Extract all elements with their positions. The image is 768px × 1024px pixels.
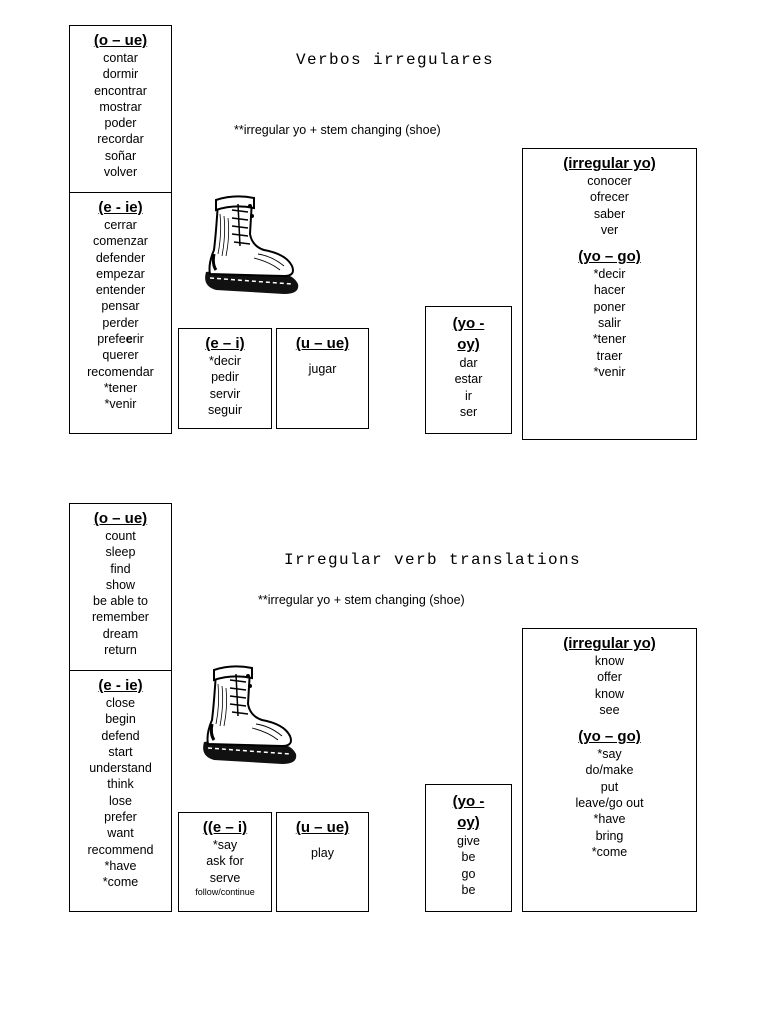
list-item: salir (598, 316, 621, 331)
list-item: pensar (101, 299, 140, 314)
list-item: prefer (104, 810, 137, 825)
list-item: go (461, 866, 476, 881)
list-item: ser (459, 404, 478, 419)
box-o-ue-english (69, 503, 172, 671)
list-item: conocer (587, 174, 632, 188)
list-item: volver (103, 165, 138, 180)
list-item: saber (593, 206, 626, 221)
list-item: think (107, 777, 134, 792)
heading-u-ue: (u – ue) (295, 819, 350, 836)
list-item: give (457, 834, 480, 848)
preferir-ending: rir (132, 332, 144, 347)
list-item: *venir (593, 364, 626, 379)
list-item: *say (597, 747, 622, 762)
heading-irregular-yo: (irregular yo) (563, 635, 656, 652)
preferir-e: e (125, 332, 133, 347)
preferir-stem: prefe (97, 332, 126, 347)
heading-yo-oy-line2: oy) (457, 336, 480, 353)
list-item: ver (600, 222, 619, 237)
list-item: offer (597, 670, 622, 685)
heading-u-ue: (u – ue) (295, 335, 350, 352)
list-item: empezar (96, 266, 145, 281)
list-item: *have (104, 858, 137, 873)
list-item: want (107, 826, 134, 841)
list-item: hacer (593, 283, 626, 298)
list-item: mostrar (99, 99, 142, 114)
list-item: be (461, 882, 476, 897)
list-item: *have (593, 812, 626, 827)
list-item: ir (465, 388, 472, 403)
list-item: poner (593, 299, 626, 314)
list-item: dar (459, 356, 478, 370)
boot-icon (190, 664, 302, 772)
heading-yo-go: (yo – go) (578, 248, 641, 266)
list-item: return (104, 643, 137, 658)
list-item: *tener (103, 380, 138, 395)
list-item: *say (212, 838, 238, 852)
heading-e-ie: (e - ie) (98, 199, 143, 216)
list-item: remember (92, 610, 149, 625)
heading-yo-oy-line1: (yo - (452, 793, 485, 810)
list-item: perder (102, 315, 139, 330)
list-item: *come (102, 875, 139, 890)
list-item: recommend (87, 842, 154, 857)
note-spanish: **irregular yo + stem changing (shoe) (234, 123, 441, 137)
list-item: *tener (592, 332, 627, 347)
heading-e-ie: (e - ie) (98, 677, 143, 694)
box-e-ie-spanish (69, 192, 172, 434)
list-item: *come (591, 844, 628, 859)
list-item: know (594, 686, 625, 701)
list-item: querer (102, 348, 139, 363)
heading-irregular-yo: (irregular yo) (563, 155, 656, 172)
list-item: put (600, 779, 619, 794)
list-item: pedir (211, 370, 239, 385)
box-u-ue-spanish (276, 328, 369, 429)
box-yo-oy-english (425, 784, 512, 912)
list-item: be (461, 850, 476, 865)
heading-yo-oy-line1: (yo - (452, 315, 485, 332)
list-item: sleep (105, 545, 136, 560)
list-item: cerrar (104, 218, 137, 232)
list-item: entender (95, 283, 146, 298)
box-o-ue-spanish (69, 25, 172, 193)
box-e-i-english (178, 812, 272, 912)
list-item: serve (209, 870, 241, 885)
box-u-ue-english (276, 812, 369, 912)
page-title-english: Irregular verb translations (284, 551, 582, 569)
list-item: begin (105, 712, 136, 727)
box-irregular-yo-spanish (522, 148, 697, 440)
list-item: ask for (206, 854, 244, 869)
list-item: play (311, 846, 334, 860)
heading-e-i: (e – i) (205, 335, 245, 352)
boot-icon (192, 194, 304, 302)
list-item: count (105, 529, 136, 543)
list-item: defender (95, 250, 146, 265)
list-item: see (599, 702, 620, 717)
heading-e-i: ((e – i) (202, 819, 248, 836)
list-item: bring (595, 828, 624, 843)
list-item: poder (104, 116, 137, 131)
box-yo-oy-spanish (425, 306, 512, 434)
list-item: traer (596, 348, 623, 363)
list-item: soñar (104, 148, 137, 163)
heading-yo-oy (426, 313, 511, 355)
heading-o-ue: (o – ue) (93, 32, 148, 49)
list-item: recomendar (87, 364, 154, 379)
heading-yo-go: (yo – go) (578, 728, 641, 746)
box-e-i-spanish (178, 328, 272, 429)
list-item: *decir (209, 354, 241, 368)
list-item: leave/go out (575, 796, 644, 811)
list-item: find (110, 561, 131, 576)
box-e-ie-english (69, 670, 172, 912)
list-item: dormir (102, 67, 139, 82)
list-item: understand (89, 761, 152, 776)
page-title-spanish: Verbos irregulares (296, 51, 495, 69)
list-item: start (108, 744, 133, 759)
heading-o-ue: (o – ue) (93, 510, 148, 527)
list-item: follow/continue (195, 886, 255, 897)
list-item: seguir (207, 402, 243, 417)
note-english: **irregular yo + stem changing (shoe) (258, 593, 465, 607)
list-item: be able to (93, 594, 148, 609)
list-item: *venir (104, 397, 137, 412)
list-item: show (105, 577, 136, 592)
list-item: recordar (97, 132, 144, 147)
list-item: contar (103, 51, 138, 65)
list-item: encontrar (94, 83, 147, 98)
heading-yo-oy-line2: oy) (457, 814, 480, 831)
list-item: estar (454, 372, 483, 387)
list-item: ofrecer (590, 190, 629, 205)
box-irregular-yo-english (522, 628, 697, 912)
list-item: dream (102, 626, 139, 641)
list-item: close (105, 696, 136, 710)
list-item: comenzar (93, 234, 148, 249)
list-item: know (594, 654, 625, 668)
list-item: do/make (585, 763, 634, 778)
list-item-preferir (70, 331, 171, 347)
list-item: defend (101, 728, 140, 743)
heading-yo-oy (426, 791, 511, 833)
list-item: lose (109, 793, 132, 808)
list-item: servir (209, 386, 241, 401)
list-item: jugar (308, 362, 337, 376)
list-item: *decir (593, 267, 626, 282)
